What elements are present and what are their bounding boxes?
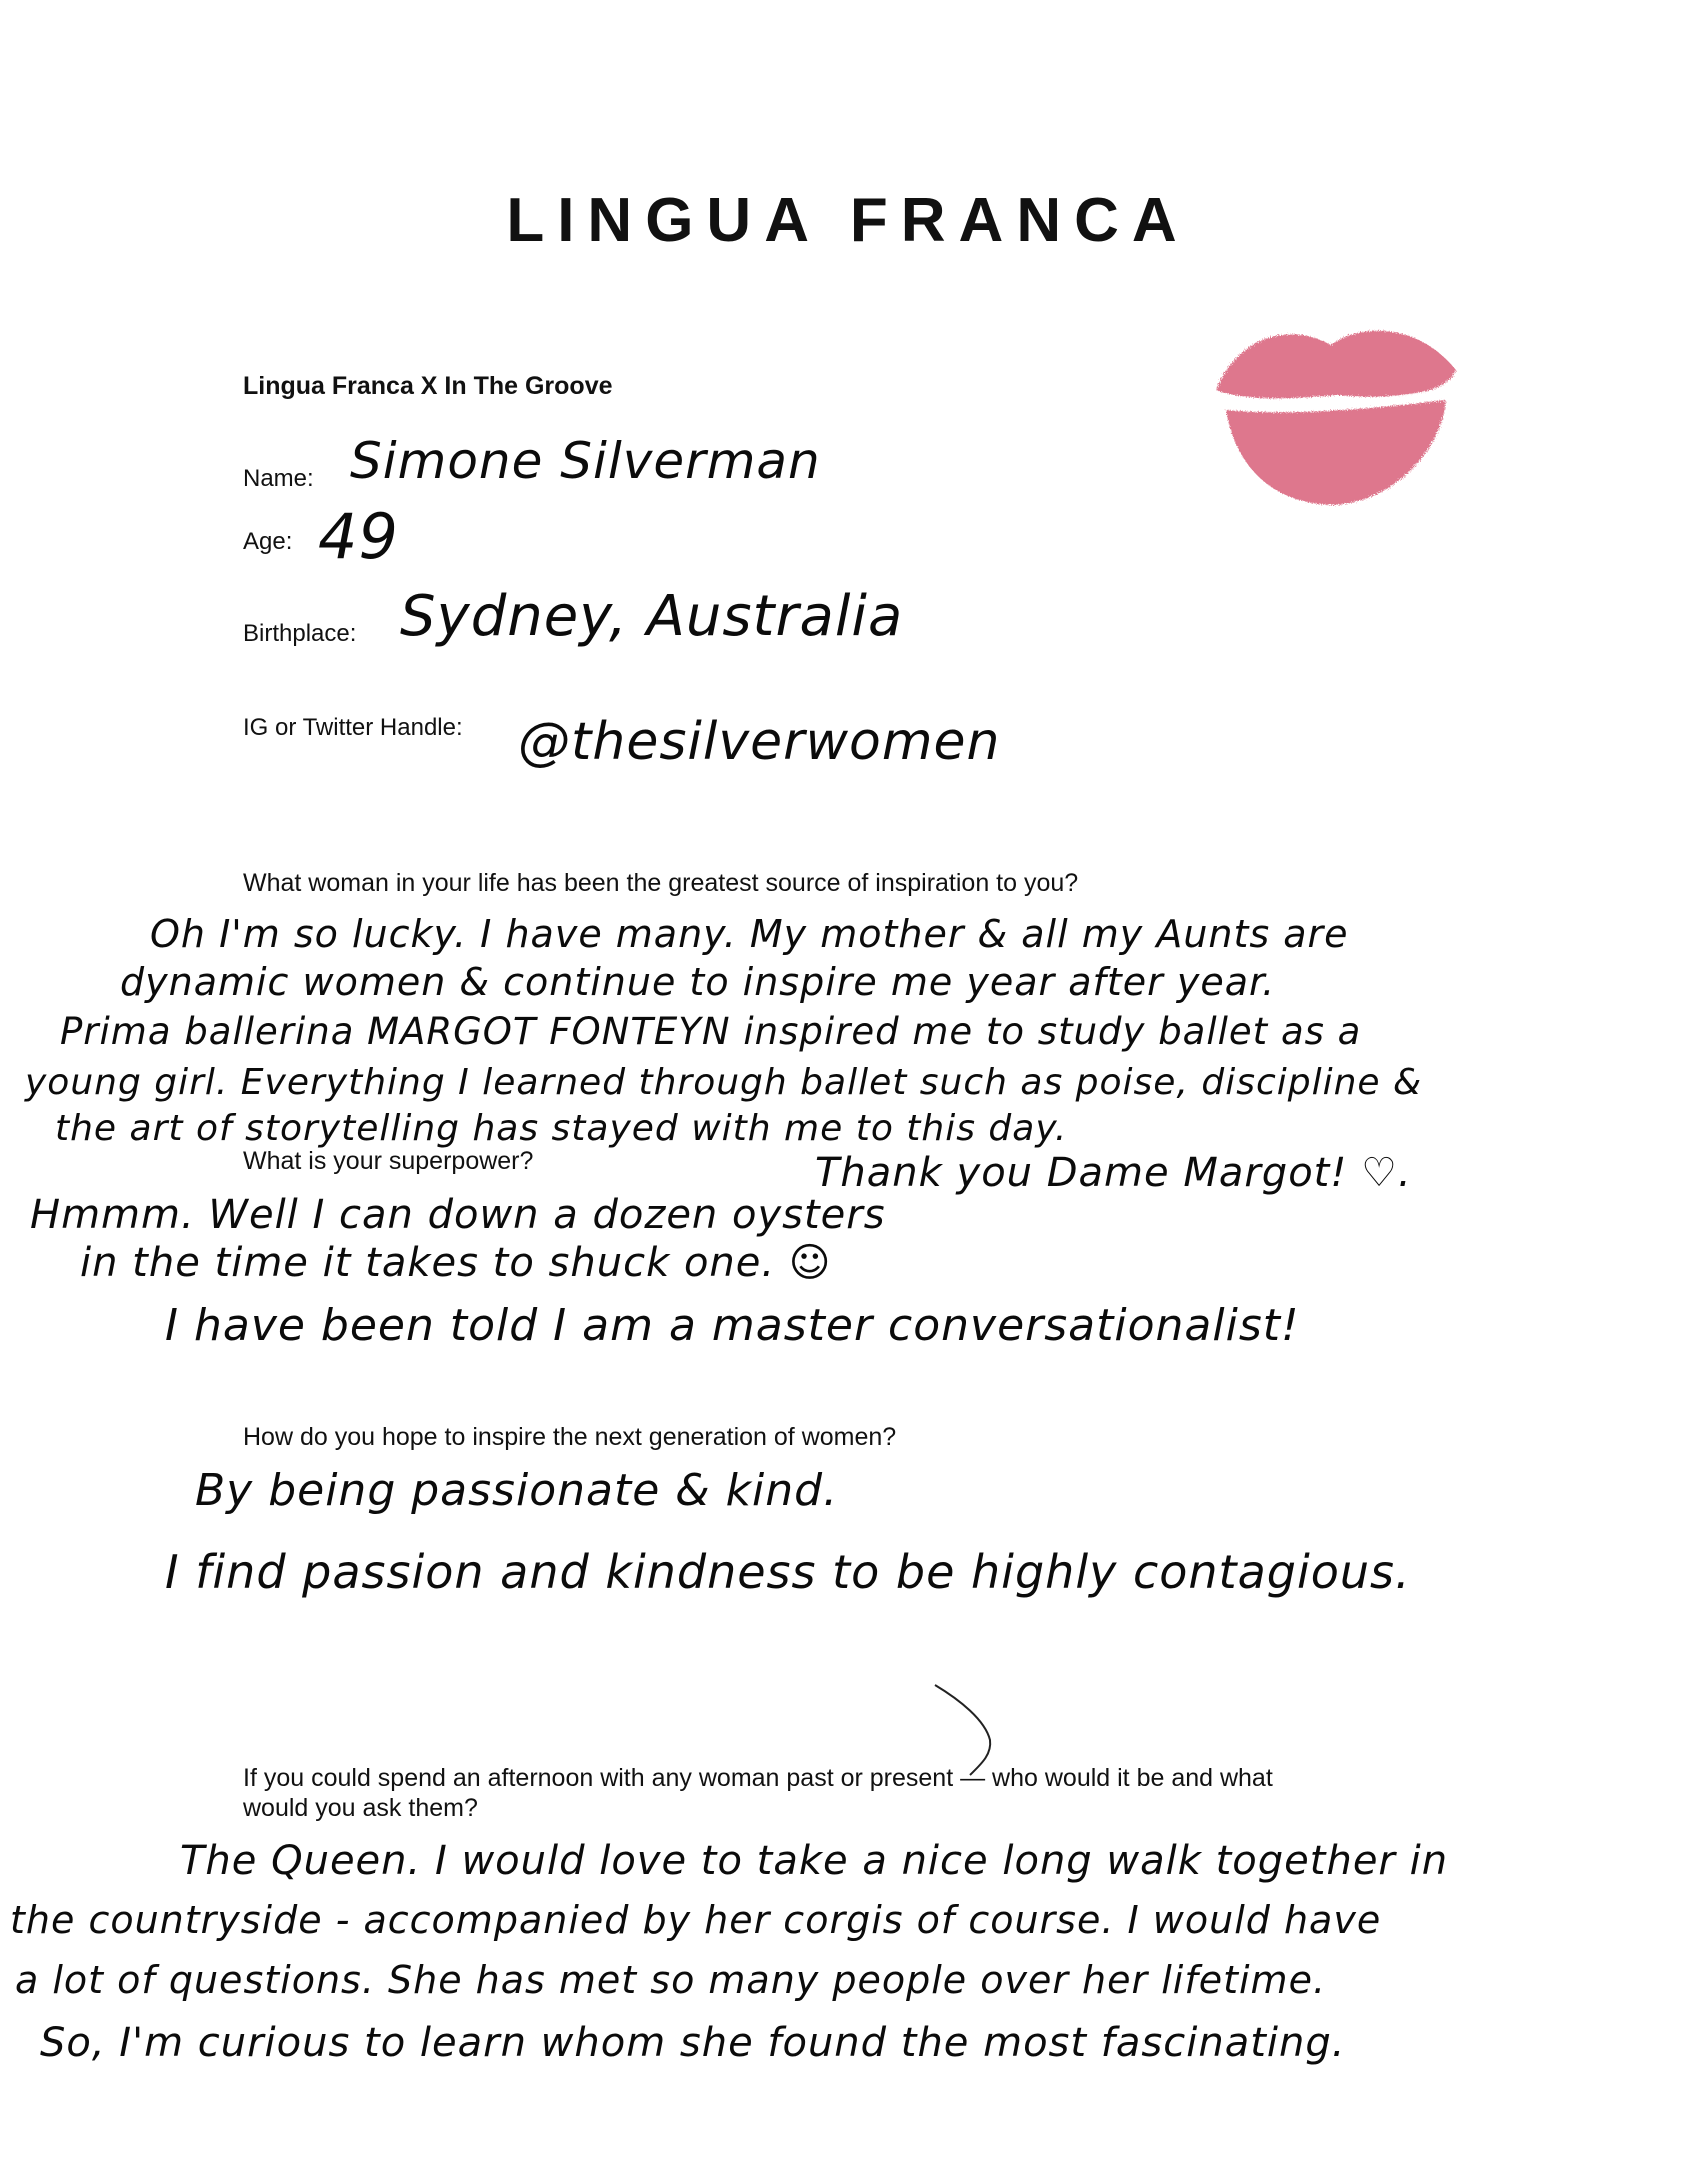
handle-value: @thesilverwomen xyxy=(518,712,1001,772)
answer-line: in the time it takes to shuck one. ☺ xyxy=(80,1240,832,1286)
answer-line: I have been told I am a master conversationalist! xyxy=(165,1300,1300,1351)
name-label: Name: xyxy=(243,465,314,492)
answer-line: young girl. Everything I learned through ballet such as poise, discipline & xyxy=(25,1062,1423,1103)
form-subtitle: Lingua Franca X In The Groove xyxy=(243,372,613,400)
answer-line: By being passionate & kind. xyxy=(195,1465,839,1516)
answer-line: a lot of questions. She has met so many people over her lifetime. xyxy=(15,1958,1327,2002)
age-label: Age: xyxy=(243,528,293,555)
answer-line: Thank you Dame Margot! ♡. xyxy=(815,1150,1412,1196)
question-superpower: What is your superpower? xyxy=(243,1147,534,1175)
answer-line: Prima ballerina MARGOT FONTEYN inspired me to study ballet as a xyxy=(60,1010,1362,1053)
birthplace-label: Birthplace: xyxy=(243,620,357,647)
answer-line: Oh I'm so lucky. I have many. My mother & all my Aunts are xyxy=(150,912,1349,956)
question-afternoon-line1: If you could spend an afternoon with any woman past or present — who would it be and what xyxy=(243,1764,1273,1792)
birthplace-value: Sydney, Australia xyxy=(400,584,904,649)
answer-line: Hmmm. Well I can down a dozen oysters xyxy=(30,1192,886,1238)
question-inspiration: What woman in your life has been the greatest source of inspiration to you? xyxy=(243,869,1079,897)
answer-line: The Queen. I would love to take a nice long walk together in xyxy=(180,1838,1449,1884)
lipstick-kiss-mark xyxy=(1196,300,1476,530)
age-value: 49 xyxy=(318,500,399,573)
answer-line: the countryside - accompanied by her corgis of course. I would have xyxy=(10,1898,1382,1942)
brand-title: LINGUA FRANCA xyxy=(506,186,1190,255)
name-value: Simone Silverman xyxy=(350,432,821,490)
answer-line: I find passion and kindness to be highly contagious. xyxy=(165,1545,1411,1599)
answer-line: the art of storytelling has stayed with me to this day. xyxy=(55,1108,1068,1149)
handle-label: IG or Twitter Handle: xyxy=(243,714,463,741)
question-next-generation: How do you hope to inspire the next generation of women? xyxy=(243,1423,897,1451)
answer-line: So, I'm curious to learn whom she found the most fascinating. xyxy=(40,2020,1346,2066)
answer-line: dynamic women & continue to inspire me year after year. xyxy=(120,960,1276,1004)
question-afternoon-line2: would you ask them? xyxy=(243,1794,478,1822)
